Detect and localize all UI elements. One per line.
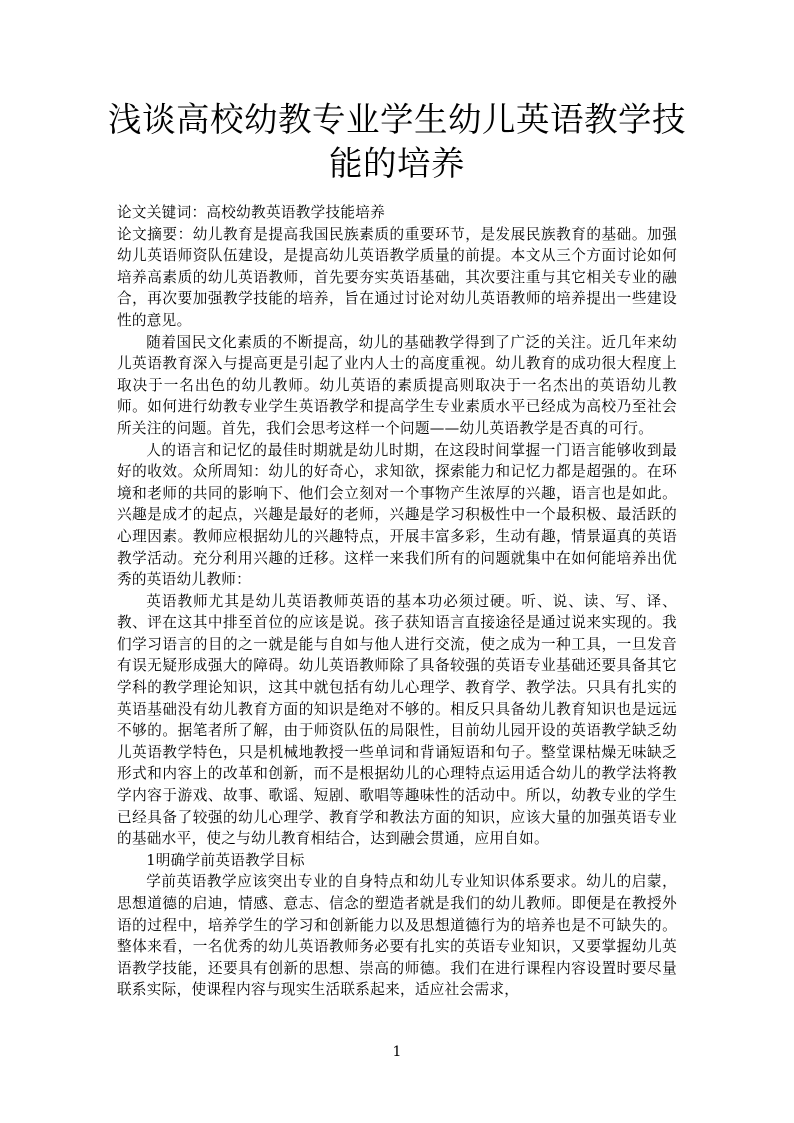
body-paragraph: 人的语言和记忆的最佳时期就是幼儿时期，在这段时间掌握一门语言能够收到最好的收效。众所周知：幼儿的好奇心，求知欲，探索能力和记忆力都是超强的。在环境和老师的共同的影响下、他们会立刻对一个事物产生浓厚的兴趣，语言也是如此。兴趣是成才的起点，兴趣是最好的老师，兴趣是学习积极性中一个最积极、最活跃的心理因素。教师应根据幼儿的兴趣特点，开展丰富多彩，生动有趣，情景逼真的英语教学活动。充分利用兴趣的迁移。这样一来我们所有的问题就集中在如何能培养出优秀的英语幼儿教师： [117, 441, 677, 589]
section-heading: 1明确学前英语教学目标 [146, 851, 305, 869]
body-paragraph: 随着国民文化素质的不断提高，幼儿的基础教学得到了广泛的关注。近几年来幼儿英语教育深入与提高更是引起了业内人士的高度重视。幼儿教育的成功很大程度上取决于一名出色的幼儿教师。幼儿英语的素质提高则取决于一名杰出的英语幼儿教师。如何进行幼教专业学生英语教学和提高学生专业素质水平已经成为高校乃至社会所关注的问题。首先，我们会思考这样一个问题——幼儿英语教学是否真的可行。 [117, 333, 677, 437]
document-title: 浅谈高校幼教专业学生幼儿英语教学技能的培养 [108, 100, 686, 183]
page-number: 1 [392, 1044, 402, 1060]
abstract-paragraph: 论文摘要：幼儿教育是提高我国民族素质的重要环节，是发展民族教育的基础。加强幼儿英语师资队伍建设，是提高幼儿英语教学质量的前提。本文从三个方面讨论如何培养高素质的幼儿英语教师，首先要夯实英语基础，其次要注重与其它相关专业的融合，再次要加强教学技能的培养，旨在通过讨论对幼儿英语教师的培养提出一些建设性的意见。 [117, 225, 677, 329]
body-paragraph: 英语教师尤其是幼儿英语教师英语的基本功必须过硬。听、说、读、写、译、教、评在这其中排至首位的应该是说。孩子获知语言直接途径是通过说来实现的。我们学习语言的目的之一就是能与自如与他人进行交流，使之成为一种工具，一旦发音有误无疑形成强大的障碍。幼儿英语教师除了具备较强的英语专业基础还要具备其它学科的教学理论知识，这其中就包括有幼儿心理学、教育学、教学法。只具有扎实的英语基础没有幼儿教育方面的知识是绝对不够的。相反只具备幼儿教育知识也是远远不够的。据笔者所了解，由于师资队伍的局限性，目前幼儿园开设的英语教学缺乏幼儿英语教学特色，只是机械地教授一些单词和背诵短语和句子。整堂课枯燥无味缺乏形式和内容上的改革和创新，而不是根据幼儿的心理特点运用适合幼儿的教学法将教学内容于游戏、故事、歌谣、短剧、歌唱等趣味性的活动中。所以，幼教专业的学生已经具备了较强的幼儿心理学、教育学和教法方面的知识，应该大量的加强英语专业的基础水平，使之与幼儿教育相结合，达到融会贯通，应用自如。 [117, 592, 677, 848]
keywords-line: 论文关键词：高校幼教英语教学技能培养 [117, 204, 386, 221]
section-paragraph: 学前英语教学应该突出专业的自身特点和幼儿专业知识体系要求。幼儿的启蒙，思想道德的启迪，情感、意志、信念的塑造者就是我们的幼儿教师。即便是在教授外语的过程中，培养学生的学习和创新能力以及思想道德行为的培养也是不可缺失的。整体来看，一名优秀的幼儿英语教师务必要有扎实的英语专业知识，又要掌握幼儿英语教学技能，还要具有创新的思想、崇高的师德。我们在进行课程内容设置时要尽量联系实际，使课程内容与现实生活联系起来，适应社会需求， [117, 873, 677, 999]
document-body [117, 202, 677, 1001]
